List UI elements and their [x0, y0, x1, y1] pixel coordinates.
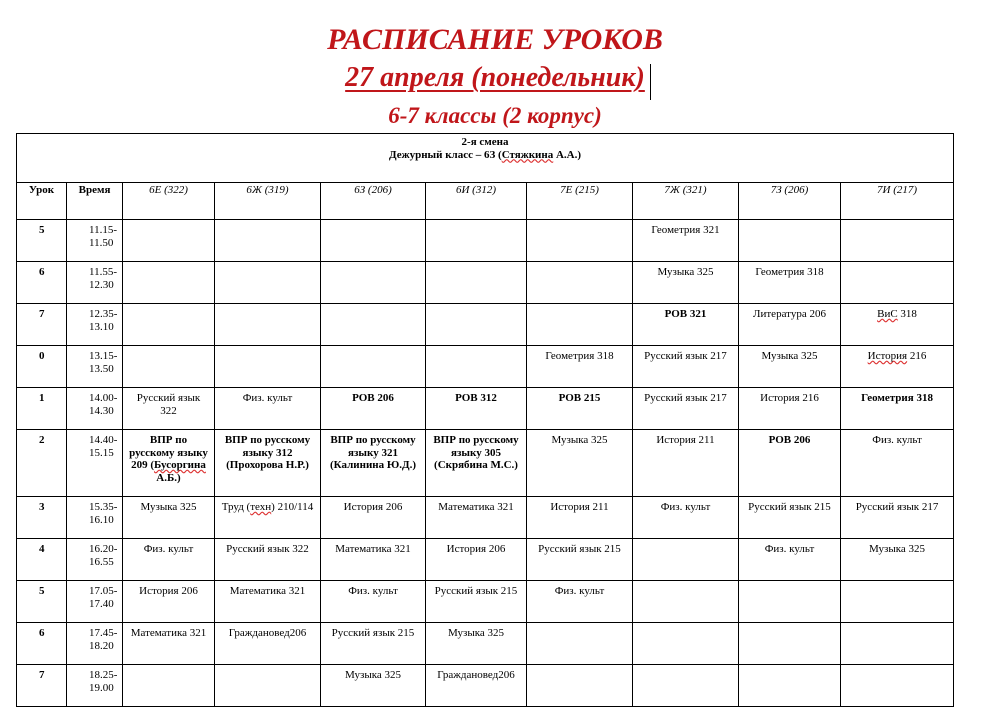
table-row: [17, 304, 954, 346]
schedule-cell: Музыка 325: [527, 430, 633, 497]
schedule-cell: Русский язык 322: [215, 539, 321, 581]
schedule-cell: История 216: [739, 388, 841, 430]
schedule-date: [0, 58, 990, 98]
schedule-cell: [123, 220, 215, 262]
column-header-lesson: Урок: [17, 183, 67, 220]
schedule-cell: ВПР по русскому языку 321 (Калинина Ю.Д.): [321, 430, 426, 497]
schedule-cell: Математика 321: [426, 497, 527, 539]
schedule-cell: [123, 346, 215, 388]
schedule-cell: [527, 262, 633, 304]
table-row: [17, 220, 954, 262]
lesson-number: 3: [17, 497, 67, 539]
schedule-cell: РОВ 312: [426, 388, 527, 430]
column-header-class: 7З (206): [739, 183, 841, 220]
schedule-cell: [321, 346, 426, 388]
table-row: [17, 581, 954, 623]
lesson-time: 14.00- 14.30: [67, 388, 123, 430]
schedule-cell: РОВ 215: [527, 388, 633, 430]
schedule-cell: [123, 304, 215, 346]
lesson-time: 12.35- 13.10: [67, 304, 123, 346]
schedule-cell: ВПР по русскому языку 305 (Скрябина М.С.): [426, 430, 527, 497]
lesson-number: 0: [17, 346, 67, 388]
schedule-cell: Русский язык 217: [633, 346, 739, 388]
shift-label: 2-я смена: [461, 136, 509, 148]
schedule-title: РАСПИСАНИЕ УРОКОВ: [327, 23, 663, 56]
column-header-class: 7Ж (321): [633, 183, 739, 220]
duty-prefix: Дежурный класс – 6З (: [389, 148, 502, 161]
schedule-cell: Русский язык 215: [527, 539, 633, 581]
schedule-cell: [841, 220, 954, 262]
schedule-cell: [321, 304, 426, 346]
schedule-cell: [321, 262, 426, 304]
schedule-cell: Математика 321: [321, 539, 426, 581]
lesson-time: 17.05- 17.40: [67, 581, 123, 623]
schedule-cell: [527, 665, 633, 707]
schedule-cell: РОВ 206: [321, 388, 426, 430]
schedule-cell: Литература 206: [739, 304, 841, 346]
schedule-cell: История 211: [633, 430, 739, 497]
schedule-cell: Геометрия 321: [633, 220, 739, 262]
schedule-cell: [841, 665, 954, 707]
schedule-cell: [215, 220, 321, 262]
lesson-time: 18.25- 19.00: [67, 665, 123, 707]
schedule-cell: Физ. культ: [123, 539, 215, 581]
lesson-time: 16.20- 16.55: [67, 539, 123, 581]
table-row: [17, 623, 954, 665]
lesson-time: 13.15- 13.50: [67, 346, 123, 388]
lesson-time: 17.45- 18.20: [67, 623, 123, 665]
schedule-cell: Русский язык 217: [633, 388, 739, 430]
schedule-cell: [426, 304, 527, 346]
schedule-cell: [215, 346, 321, 388]
column-header-class: 7И (217): [841, 183, 954, 220]
schedule-cell: Русский язык 217: [841, 497, 954, 539]
schedule-cell: [633, 665, 739, 707]
schedule-cell: Геометрия 318: [527, 346, 633, 388]
lesson-number: 5: [17, 581, 67, 623]
schedule-cell: ВПР по русскому языку 209 (Бусоргина А.Б.): [123, 430, 215, 497]
schedule-cell: Русский язык 215: [739, 497, 841, 539]
table-row: [17, 388, 954, 430]
column-header-time: Время: [67, 183, 123, 220]
schedule-cell: История 206: [123, 581, 215, 623]
schedule-cell: [633, 539, 739, 581]
table-row: [17, 497, 954, 539]
schedule-cell: Музыка 325: [739, 346, 841, 388]
duty-teacher-name: Стяжкина: [501, 148, 554, 161]
schedule-subtitle: 6-7 классы (2 корпус): [388, 103, 602, 128]
column-header-class: 6З (206): [321, 183, 426, 220]
schedule-cell: [841, 623, 954, 665]
lesson-number: 7: [17, 304, 67, 346]
table-row: [17, 262, 954, 304]
lesson-number: 1: [17, 388, 67, 430]
schedule-cell: Музыка 325: [321, 665, 426, 707]
schedule-cell: РОВ 206: [739, 430, 841, 497]
schedule-cell: Музыка 325: [633, 262, 739, 304]
schedule-cell: ВПР по русскому языку 312 (Прохорова Н.Р.): [215, 430, 321, 497]
schedule-cell: Физ. культ: [633, 497, 739, 539]
schedule-cell: Физ. культ: [527, 581, 633, 623]
shift-header: [17, 134, 954, 183]
schedule-cell: Музыка 325: [841, 539, 954, 581]
text-cursor: [650, 64, 651, 100]
table-row: [17, 346, 954, 388]
duty-class: [17, 149, 953, 162]
schedule-cell: [841, 581, 954, 623]
column-header-class: 6Е (322): [123, 183, 215, 220]
schedule-cell: Физ. культ: [321, 581, 426, 623]
schedule-cell: [527, 220, 633, 262]
schedule-cell: История 216: [841, 346, 954, 388]
schedule-cell: [215, 304, 321, 346]
column-header-row: [17, 183, 954, 220]
schedule-cell: Русский язык 322: [123, 388, 215, 430]
schedule-cell: Граждановед206: [426, 665, 527, 707]
schedule-cell: [527, 623, 633, 665]
schedule-table: [16, 133, 954, 707]
schedule-date-text: 27 апреля (понедельник): [345, 62, 645, 93]
schedule-cell: Математика 321: [215, 581, 321, 623]
schedule-cell: Физ. культ: [215, 388, 321, 430]
schedule-cell: [123, 262, 215, 304]
table-row: [17, 430, 954, 497]
lesson-time: 11.15- 11.50: [67, 220, 123, 262]
schedule-cell: История 206: [426, 539, 527, 581]
schedule-cell: Математика 321: [123, 623, 215, 665]
column-header-class: 6Ж (319): [215, 183, 321, 220]
schedule-cell: [426, 220, 527, 262]
schedule-cell: [215, 262, 321, 304]
schedule-cell: [215, 665, 321, 707]
schedule-cell: История 211: [527, 497, 633, 539]
duty-suffix: А.А.): [553, 148, 582, 161]
lesson-time: 15.35- 16.10: [67, 497, 123, 539]
lesson-number: 2: [17, 430, 67, 497]
schedule-cell: [739, 581, 841, 623]
schedule-cell: [739, 623, 841, 665]
schedule-cell: Музыка 325: [123, 497, 215, 539]
schedule-cell: [321, 220, 426, 262]
schedule-cell: [426, 346, 527, 388]
lesson-time: 11.55- 12.30: [67, 262, 123, 304]
schedule-cell: Геометрия 318: [739, 262, 841, 304]
schedule-cell: Физ. культ: [841, 430, 954, 497]
schedule-cell: РОВ 321: [633, 304, 739, 346]
schedule-cell: [739, 665, 841, 707]
column-header-class: 6И (312): [426, 183, 527, 220]
table-row: [17, 665, 954, 707]
schedule-cell: Геометрия 318: [841, 388, 954, 430]
schedule-cell: [633, 623, 739, 665]
lesson-number: 6: [17, 623, 67, 665]
schedule-cell: [633, 581, 739, 623]
schedule-cell: ВиС 318: [841, 304, 954, 346]
lesson-number: 7: [17, 665, 67, 707]
schedule-cell: [123, 665, 215, 707]
schedule-cell: Труд (техн) 210/114: [215, 497, 321, 539]
lesson-number: 4: [17, 539, 67, 581]
schedule-cell: История 206: [321, 497, 426, 539]
schedule-cell: [739, 220, 841, 262]
schedule-cell: [426, 262, 527, 304]
lesson-time: 14.40- 15.15: [67, 430, 123, 497]
schedule-cell: [841, 262, 954, 304]
lesson-number: 6: [17, 262, 67, 304]
schedule-cell: Русский язык 215: [321, 623, 426, 665]
schedule-cell: Граждановед206: [215, 623, 321, 665]
schedule-cell: Музыка 325: [426, 623, 527, 665]
column-header-class: 7Е (215): [527, 183, 633, 220]
schedule-cell: Физ. культ: [739, 539, 841, 581]
lesson-number: 5: [17, 220, 67, 262]
schedule-cell: [527, 304, 633, 346]
schedule-cell: Русский язык 215: [426, 581, 527, 623]
table-row: [17, 539, 954, 581]
